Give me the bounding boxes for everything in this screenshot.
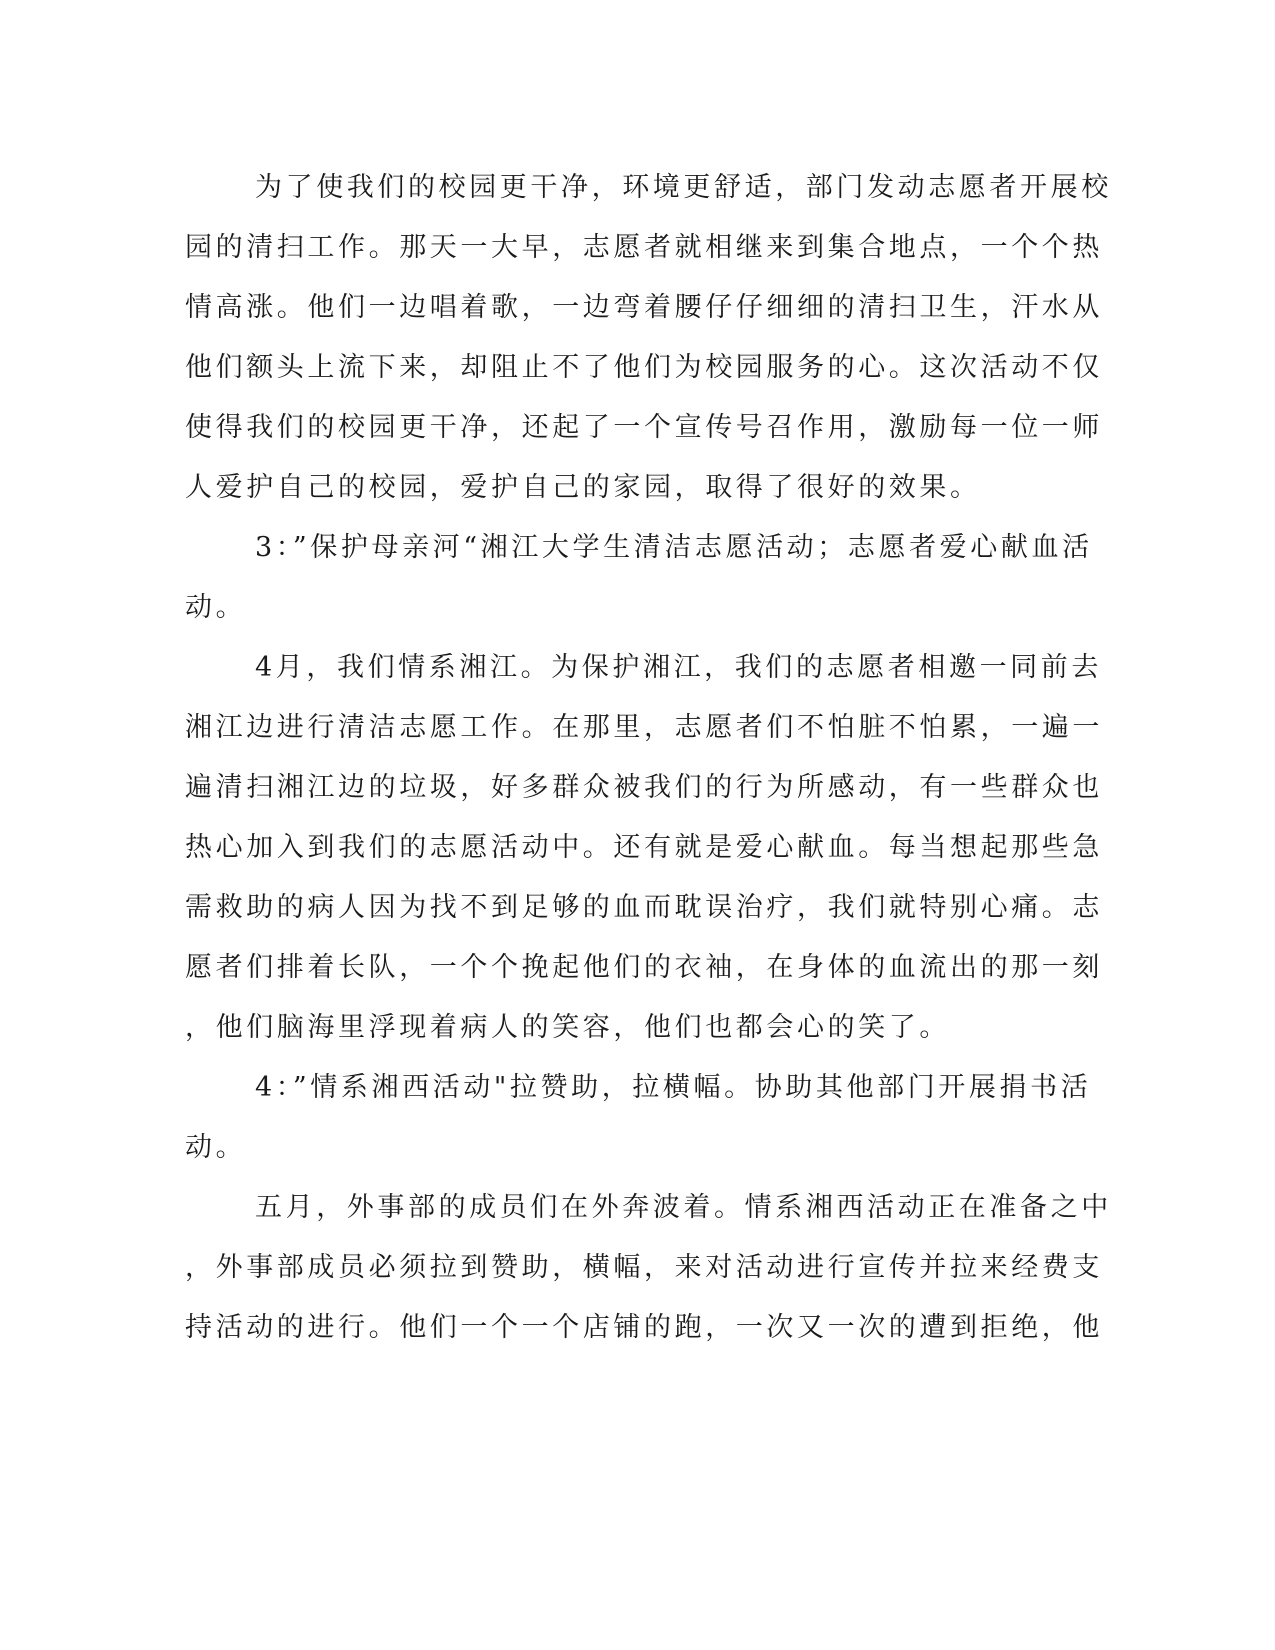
text-line: 4月，我们情系湘江。为保护湘江，我们的志愿者相邀一同前去 xyxy=(255,652,1102,683)
text-line: 五月，外事部的成员们在外奔波着。情系湘西活动正在准备之中 xyxy=(255,1192,1112,1223)
text-line: 4：”情系湘西活动"拉赞助，拉横幅。协助其他部门开展捐书活 xyxy=(255,1072,1092,1103)
text-line: 持活动的进行。他们一个一个店铺的跑，一次又一次的遭到拒绝，他 xyxy=(185,1312,1103,1343)
text-line: 为了使我们的校园更干净，环境更舒适，部门发动志愿者开展校 xyxy=(255,172,1112,203)
text-line: 遍清扫湘江边的垃圾，好多群众被我们的行为所感动，有一些群众也 xyxy=(185,772,1103,803)
body-text xyxy=(185,158,1112,1358)
text-line: 使得我们的校园更干净，还起了一个宣传号召作用，激励每一位一师 xyxy=(185,412,1103,443)
text-line: 动。 xyxy=(185,592,247,623)
text-line: 情高涨。他们一边唱着歌，一边弯着腰仔仔细细的清扫卫生，汗水从 xyxy=(185,292,1103,323)
text-line: 3：”保护母亲河“湘江大学生清洁志愿活动；志愿者爱心献血活 xyxy=(255,532,1093,563)
text-line: 园的清扫工作。那天一大早，志愿者就相继来到集合地点，一个个热 xyxy=(185,232,1103,263)
text-line: 人爱护自己的校园，爱护自己的家园，取得了很好的效果。 xyxy=(185,472,981,503)
text-line: 热心加入到我们的志愿活动中。还有就是爱心献血。每当想起那些急 xyxy=(185,832,1103,863)
text-line: 湘江边进行清洁志愿工作。在那里，志愿者们不怕脏不怕累，一遍一 xyxy=(185,712,1103,743)
text-line: ，外事部成员必须拉到赞助，横幅，来对活动进行宣传并拉来经费支 xyxy=(185,1252,1103,1283)
text-line: 动。 xyxy=(185,1132,247,1163)
text-line: 他们额头上流下来，却阻止不了他们为校园服务的心。这次活动不仅 xyxy=(185,352,1103,383)
text-line: 愿者们排着长队，一个个挽起他们的衣袖，在身体的血流出的那一刻 xyxy=(185,952,1103,983)
text-line: 需救助的病人因为找不到足够的血而耽误治疗，我们就特别心痛。志 xyxy=(185,892,1103,923)
text-line: ，他们脑海里浮现着病人的笑容，他们也都会心的笑了。 xyxy=(185,1012,950,1043)
